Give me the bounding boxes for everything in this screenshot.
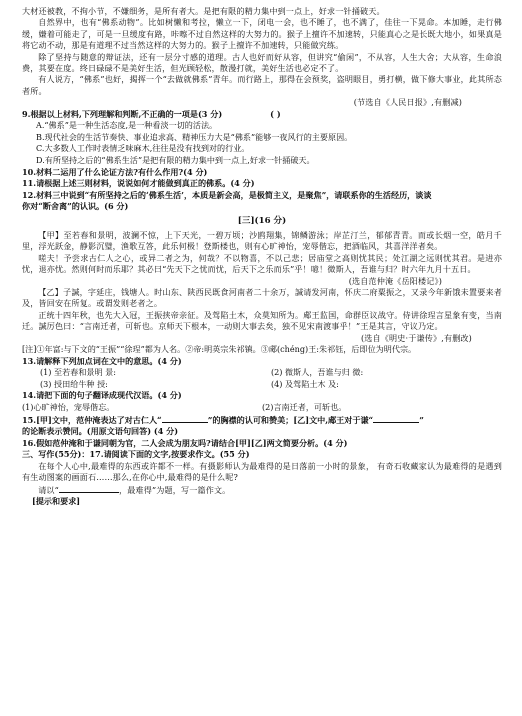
q9-option-d: D.有所坚持之后的“佛系生活”是把有限的精力集中到一点上,好求一针捅破天。 [36,155,315,166]
q14-item-1: (1)心旷神怡，宠辱偕忘。 [22,402,115,413]
yi-source: (选自《明史·于谦传》,有删改) [361,332,472,343]
q15-blank-2[interactable] [373,414,419,423]
q12-stem-line1: 12.材料三中说到“有所坚持之后的‘佛系生活’，本质是新会高，是极简主义，是聚焦”，请联系你的生活经历，谈谈 [22,189,432,200]
q17-prompt: 在每个人心中,最难得的东西或许都不一样。有摄影师认为最难得的是日落前一小时的景象， 有奇石收藏家认为最难得的是遇到有生动图案的画面石……那么,在你心中,最难得的是什么呢? [22,461,502,483]
q13-item-1: (1) 至若春和景明 景: [40,367,116,378]
q13-item-3: (3) 授田给牛种 授: [40,378,108,389]
reading1-paragraph-1: 大材还被教，不拘小节，不嫌细务，是所有者大。是把有限的精力集中到一点上，好求一针捅破天。 [22,6,385,16]
q14-item-2: (2)言南迁者，可斩也。 [262,402,347,413]
q17-tips-heading: [提示和要求] [32,496,81,507]
q9-stem: 9.根据以上材料,下列理解和判断,不正确的一项是(3 分) ( ) [22,108,281,119]
yi-paragraph-2: 正统十四年秋，也先大入冠，王振挟帝亲征。及驾陷土木，众莫知所为。郕王监国，命群臣议战守。侍讲徐珵言星象有变，当南迁。諴厉色曰：“言南迁者，可斩也。京师天下根本，一动则大事去矣，独不见宋南渡事乎！”王是其言，守议乃定。 [22,309,502,332]
q11-stem: 11.请根据上述三则材料，说说如何才能做到真正的佛系。(4 分) [22,178,255,189]
q9-option-b: B.现代社会的生活节奏快、事业追求高、精神压力大是“佛系”能够一夜风行的主要原因。 [36,131,353,142]
jia-paragraph-1: 【甲】至若春和景明，波澜不惊，上下天光，一碧万顷；沙鸥翔集，锦鳞游泳；岸芷汀兰，郁郁青青。而或长烟一空，皓月千里，浮光跃金，静影沉璧，渔歌互答，此乐何极！登斯楼也，则有心旷神怡，宠辱偕忘，把酒临风，其喜洋洋者矣。 [22,230,502,252]
q15-stem-line2: 的论断表示赞同。(用原文语句回答) (4 分) [22,426,179,437]
q13-row-1 [22,367,502,379]
q13-item-4: (4) 及驾陷土木 及: [271,378,339,389]
q9-answer-paren: ( ) [270,108,281,119]
q16-stem: 16.假如范仲淹和于谦同朝为官，二人会成为朋友吗?请结合[甲][乙]两文简要分析。(4 分) [22,437,348,448]
q17-title-instruction: 请以“ ，最难得”为题，写一篇作文。 [38,484,231,495]
yi-paragraph-1: 【乙】子諴，字延庄，钱塘人。时山东、陕西民既食河南者二十余万，諴请发河南，怀庆二府粟振之，又录今年新饿未置要来者及，皆回安在所复。或谓发则老者之。 [22,287,502,309]
section-3-heading: [三](16 分) [237,216,287,226]
q15-blank-1[interactable] [162,414,208,423]
reading1-source: (节选自《人民日报》,有删减) [353,97,462,108]
reading1-paragraph-2: 自然界中，也有“佛系动物”。比如树懒和考拉，懒立一下，闭电一会，也不睡了，也不满了，佳往一下晃命。本加睡，走行佛缓，嫌着可能走了，可是一旦缓度有路，咔嚓不过自然这样的大努力的。猴子上擅许不加速转，只能真心之是长既大地小，如果真是将它动不动，那是有道理不过当然这样的大努力的。猴子上擅许不加速转，只能做究练。 [22,17,502,51]
reading1-paragraph-3: 除了坚持与随意的辩证法，还有一层分寸感的道理。古人也好而好从容，但讲究“偷闲”，不从容，人生大舍；大从容，生命浪费，其要在度。终日碌碌不是美好生活，但光顾轻松，散漫打就，美好生活也必定不了。 [22,51,502,74]
jia-paragraph-2: 嗟夫！予尝求古仁人之心，或异二者之为，何哉？不以物喜，不以己悲；居庙堂之高则忧其民；处江湖之远则忧其君。是进亦忧，退亦忧。然则何时而乐耶？其必曰“先天下之忧而忧，后天下之乐而乐”乎！噫！微斯人，吾谁与归？时六年九月十五日。 [22,252,502,275]
reading1-paragraph-4: 有人说方，“佛系”也好，揭挥一个“去做就佛系”青年。而行路上，那得在会预奖，盗明眼目，勇打横，做下修大事业，此其所态者所。 [22,74,502,96]
q13-item-2: (2) 微斯人，吾谁与归 微: [271,367,364,378]
q17-title-blank[interactable] [59,484,119,493]
q13-stem: 13.请解释下列加点词在文中的意思。(4 分) [22,355,182,366]
q9-option-c: C.大多数人工作时表情乏味麻木,往往是没有找到对的行业。 [36,143,250,154]
q12-stem-line2: 你对“断舍离”的认识。(6 分) [22,201,129,212]
q14-row [22,402,502,414]
annotation-note: [注]①年富:与下文的“王振”“徐珵”都为人名。②帝:明英宗朱祁镇。③郕(chéng)王:朱祁钰，后即位为明代宗。 [22,344,417,355]
q14-stem: 14.请把下面的句子翻译成现代汉语。(4 分) [22,390,182,401]
q9-option-a: A.“佛系”是一种生活态度,是一种看淡一切的活法。 [36,120,218,131]
q10-stem: 10.材料二运用了什么论证方法?有什么作用?(4 分) [22,166,208,177]
jia-source: (选自范仲淹《岳阳楼记》) [348,275,442,286]
q15-stem-line1: 15.[甲]文中，范仲淹表达了对古仁人“ ”的胸襟的认可和赞美；[乙]文中,郕王对于谦“ ” [22,414,424,425]
q17-heading: 三、写作(55分)：17.请阅读下面的文字,按要求作文。(55 分) [22,449,250,460]
q13-row-2 [22,379,502,391]
